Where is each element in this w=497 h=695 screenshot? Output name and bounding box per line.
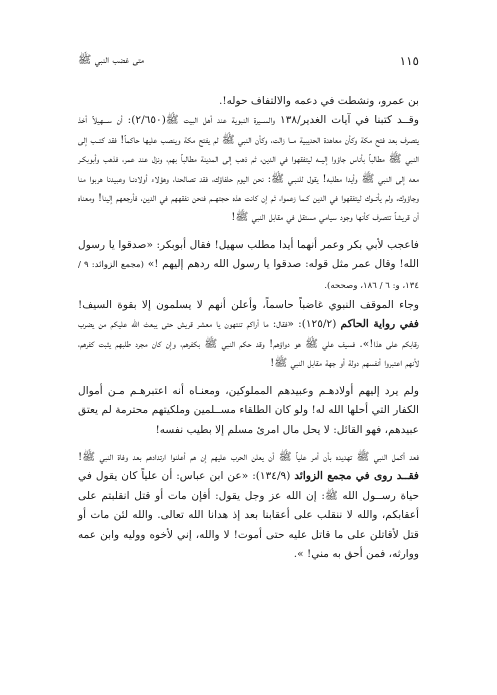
text-segment: ففي رواية الحاكم [340, 318, 419, 331]
text-segment: بن عمرو، ونشطت في دعمه والالتفاف حوله!. [218, 95, 419, 107]
header-title: متى غضب النبي ﷺ [78, 53, 144, 66]
paragraph [78, 382, 419, 440]
paragraph [78, 296, 419, 374]
text-segment: (مجمع الزوائد: ٩ / ١٣٤، و: ٦ / ١٨٦، وصححه). [78, 260, 419, 291]
body-text [78, 92, 419, 564]
text-segment: (١٣٤/٩): «عن ابن عباس: أن علياً كان يقول في حياة رســول الله ﷺ: إن الله عز وجل يقول: أفإن مات أو قتل انقلبتم على أعقابكم، والله لا ننقلب على أعقابنا بعد إذ هدانا الله تعالى. والله لئن مات أو قتل لأقاتلن على ما قاتل عليه حتى أموت! لا والله، إني لأخوه ووليه وابن عمه ووارثه، فمن أحق به مني! ». [78, 470, 419, 560]
text-segment: ولم يرد إليهم أولادهـم وعبيدهم المملوكين، ومعنـاه أنه اعتبرهـم مـن أموال الكفار التي أحلها الله له! ولو كان الطلقاء مســلمين وملكيتهم محترمة لم يعتق عبيدهم، فهو القائل: لا يحل مال امرئ مسلم إلا بطيب نفسه! [78, 384, 419, 436]
text-segment: فقــد روى في مجمع الزوائد [294, 470, 419, 483]
paragraph [78, 92, 419, 111]
page-number: ١١٥ [399, 54, 419, 68]
text-segment: (١٢٥/٢): «فقال: ما أراكم تنتهون يا معشر قريش حتى يبعث الله عليكم من يضرب رقابكم على هذا!». فسيف علي ﷺ هو دواؤهم! وقد حكم النبي ﷺ بكفرهم، وإن كان مجرد طلبهم يثبت كفرهم، لأنهم اعتبروا أنفسهم دولة أو جهة مقابل النبي ﷺ! [78, 318, 419, 370]
text-segment: وقــد كتبنا في آيات الغدير/١٣٨ والســيرة النبوية عند أهل البيت ﷺ(٢/٦٥٠): أن ســـهيلاً أخذ يتصرف بعد فتح مكة وكأن معاهدة الحديبية مــا زالت، وكأن النبي ﷺ لم يفتح مكة وينصب عليها حاكماً! فقد كتــب إلى النبي ﷺ مطالباً بأناس جاؤوا إليــه ليتفقهوا في الدين، ثم ذهب إلى المدينة مطالباً بهم، ونزل عند عمر، فذهب وأبوبكـر معه إلى النبي ﷺ وأيدا مطلبه! يقول للنبـي ﷺ: نحن اليوم حلفاؤك، فقد تصالحنا، وهؤلاء أولادنـا وعبيدنا هربوا منا وجاؤوك، ولم يأتــوك ليتفقهوا في الدين كـما زعموا، ثم إن كانت هذه حجتهــم فنحن نفقههم في الدين، فأرجعهم إلينا! ومعناه أن قريشاً تتصرف كأنها وجود سيامي مستقل في مقابل النبي ﷺ! [78, 114, 419, 224]
running-header [78, 50, 419, 72]
paragraph [78, 111, 419, 227]
text-segment: فاعجب لأبي بكر وعمر أنهما أيدا مطلب سهيل! فقال أبوبكر: «صدقوا يا رسول الله! وقال عمر مثل قوله: صدقوا يا رسول الله ردهم إليهم !» [78, 238, 419, 271]
text-segment: فعد أكمل النبي ﷺ تهديده بأن أمر علياً ﷺ أن يعلن الحرب عليهم إن هم أعلنوا ارتدادهم بعد وفاة النبي ﷺ! [78, 450, 419, 463]
paragraph [78, 448, 419, 564]
text-segment: وجاء الموقف النبوي غاضباً حاسماً، وأعلن أنهم لا يسلمون إلا بقوة السيف! [78, 299, 419, 312]
paragraph [78, 236, 419, 296]
